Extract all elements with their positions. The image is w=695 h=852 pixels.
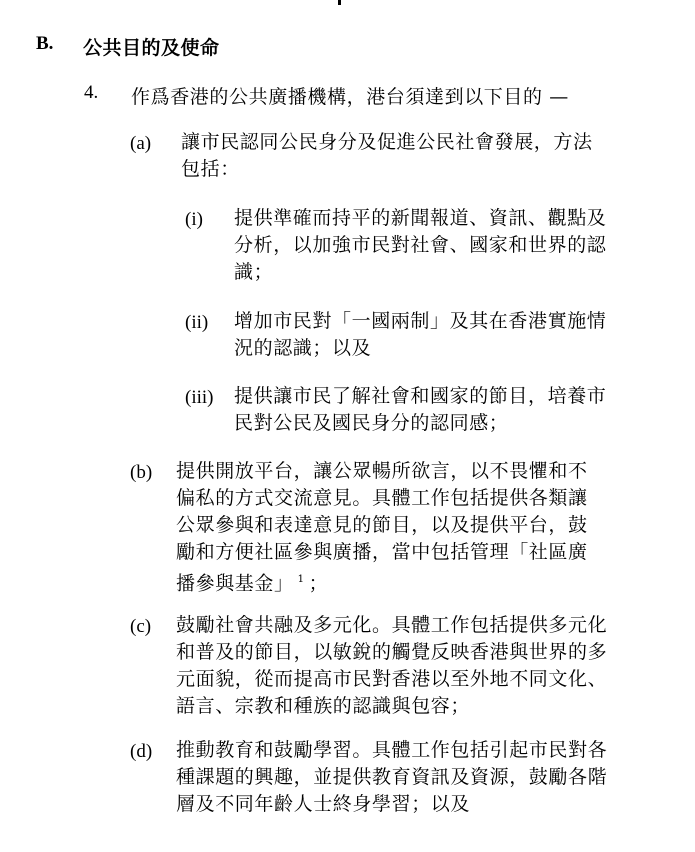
subitem-iii-label: (iii) xyxy=(185,387,214,408)
text-line: 提供開放平台，讓公眾暢所欲言，以不畏懼和不 xyxy=(176,460,588,482)
text-line: 元面貌，從而提高市民對香港以至外地不同文化、 xyxy=(176,668,608,690)
footnote-marker[interactable]: 1 xyxy=(297,574,305,585)
text-line xyxy=(176,566,588,597)
subitem-ii-label: (ii) xyxy=(185,312,209,333)
item-b-text xyxy=(176,458,588,597)
section-label: B. xyxy=(36,33,54,54)
text-line: 分析，以加強市民對社會、國家和世界的認 xyxy=(234,234,607,256)
text-line: 勵和方便社區參與廣播，當中包括管理「社區廣 xyxy=(176,541,588,563)
text-line: 民對公民及國民身分的認同感； xyxy=(234,412,509,434)
item-a-label: (a) xyxy=(130,133,152,154)
text-line: 讓市民認同公民身分及促進公民社會發展，方法 xyxy=(181,131,593,153)
text-line: 語言、宗教和種族的認識與包容； xyxy=(176,695,471,717)
text-line: 包括： xyxy=(181,158,240,180)
subitem-iii-text xyxy=(234,383,606,437)
text-line: 鼓勵社會共融及多元化。具體工作包括提供多元化 xyxy=(176,614,608,636)
text-line: 層及不同年齡人士終身學習；以及 xyxy=(176,793,471,815)
text-line: 推動教育和鼓勵學習。具體工作包括引起市民對各 xyxy=(176,739,608,761)
page-edge-mark xyxy=(338,0,341,5)
text-line: 識； xyxy=(234,261,274,283)
subitem-i-label: (i) xyxy=(185,209,203,230)
item-d-label: (d) xyxy=(130,741,153,762)
text-line: 和普及的節目，以敏銳的觸覺反映香港與世界的多 xyxy=(176,641,608,663)
text-line: 公眾參與和表達意見的節目，以及提供平台，鼓 xyxy=(176,514,588,536)
text-line: 提供準確而持平的新聞報道、資訊、觀點及 xyxy=(234,207,607,229)
text-line: 增加市民對「一國兩制」及其在香港實施情 xyxy=(234,310,607,332)
item-a-text xyxy=(181,129,593,183)
line-end: ； xyxy=(308,572,329,595)
text-line: 況的認識；以及 xyxy=(234,337,372,359)
text-line: 種課題的興趣，並提供教育資訊及資源，鼓勵各階 xyxy=(176,766,608,788)
text-line: 偏私的方式交流意見。具體工作包括提供各類讓 xyxy=(176,487,588,509)
item-c-label: (c) xyxy=(130,616,152,637)
subitem-ii-text xyxy=(234,308,606,362)
item-b-label: (b) xyxy=(130,462,153,483)
section-title: 公共目的及使命 xyxy=(83,37,220,59)
item-c-text xyxy=(176,612,607,720)
text-line: 提供讓市民了解社會和國家的節目，培養市 xyxy=(234,385,607,407)
subitem-i-text xyxy=(234,205,606,286)
paragraph-text: 作爲香港的公共廣播機構，港台須達到以下目的 — xyxy=(131,86,569,108)
item-d-text xyxy=(176,737,607,818)
fund-name: 播參與基金」 xyxy=(176,572,294,595)
paragraph-number: 4. xyxy=(84,82,99,103)
